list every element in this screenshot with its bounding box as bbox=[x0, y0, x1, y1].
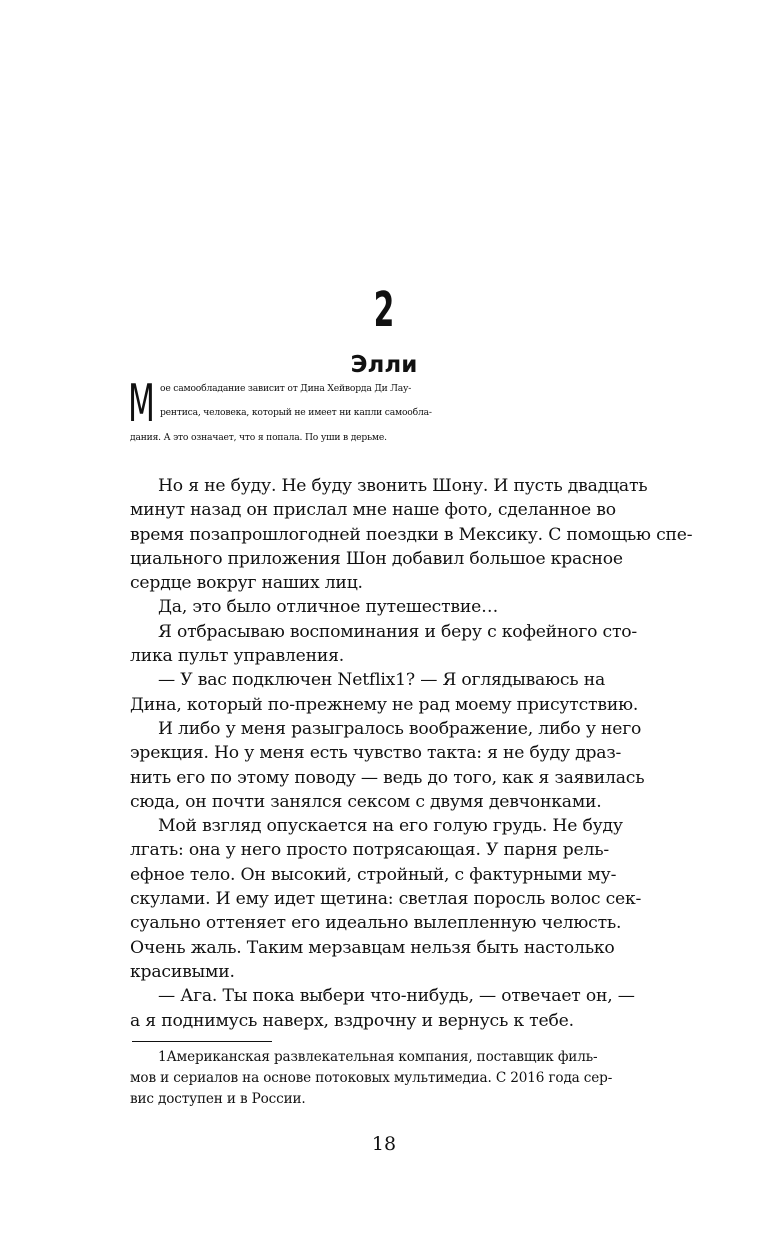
chapter-number: 2 bbox=[373, 282, 395, 338]
text-line: Мой взгляд опускается на его голую грудь. Не буду bbox=[158, 816, 623, 837]
footnote bbox=[130, 1047, 692, 1110]
chapter-title: Элли bbox=[350, 352, 418, 378]
footnote-line: 1Американская развлекательная компания, поставщик филь- bbox=[158, 1049, 598, 1065]
text-line: рентиса, человека, который не имеет ни капли самообла- bbox=[160, 407, 432, 419]
footnote-divider bbox=[132, 1041, 272, 1042]
text-line: лгать: она у него просто потрясающая. У парня рель- bbox=[130, 840, 609, 861]
text-line: — У вас подключен Netflix1? — Я оглядываюсь на bbox=[158, 670, 605, 691]
text-line: время позапрошлогодней поездки в Мексику. С помощью спе- bbox=[130, 524, 693, 545]
text-line: И либо у меня разыгралось воображение, либо у него bbox=[158, 718, 642, 739]
text-line: сердце вокруг наших лиц. bbox=[130, 573, 363, 594]
first-paragraph bbox=[128, 374, 692, 474]
page-number: 18 bbox=[371, 1133, 397, 1155]
text-line: дания. А это означает, что я попала. По уши в дерьме. bbox=[130, 431, 387, 443]
body-text bbox=[128, 374, 693, 1033]
text-line: Очень жаль. Таким мерзавцам нельзя быть настолько bbox=[130, 937, 615, 958]
text-line: ое самообладание зависит от Дина Хейворда Ди Лау- bbox=[160, 383, 412, 394]
text-line: Я отбрасываю воспоминания и беру с кофейного сто- bbox=[158, 621, 638, 642]
text-line: суально оттеняет его идеально вылепленную челюсть. bbox=[130, 913, 622, 934]
drop-cap: М bbox=[128, 374, 155, 434]
text-line: Дина, который по-прежнему не рад моему присутствию. bbox=[130, 694, 639, 715]
text-line: скулами. И ему идет щетина: светлая поросль волос сек- bbox=[130, 889, 642, 910]
footnote-line: мов и сериалов на основе потоковых мультимедиа. С 2016 года сер- bbox=[130, 1070, 613, 1086]
footnote-line: вис доступен и в России. bbox=[130, 1091, 306, 1107]
text-line: — Ага. Ты пока выбери что-нибудь, — отвечает он, — bbox=[158, 986, 635, 1007]
text-line: минут назад он прислал мне наше фото, сделанное во bbox=[130, 500, 616, 521]
text-line: сюда, он почти занялся сексом с двумя девчонками. bbox=[130, 791, 602, 812]
text-line: лика пульт управления. bbox=[130, 646, 345, 667]
text-line: Да, это было отличное путешествие… bbox=[158, 597, 499, 618]
text-line: нить его по этому поводу — ведь до того, как я заявилась bbox=[130, 767, 645, 788]
text-line: эрекция. Но у меня есть чувство такта: я не буду драз- bbox=[130, 743, 622, 764]
text-line: циального приложения Шон добавил большое красное bbox=[130, 548, 623, 569]
text-line: Но я не буду. Не буду звонить Шону. И пусть двадцать bbox=[158, 476, 648, 496]
text-line: а я поднимусь наверх, вздрочну и вернусь к тебе. bbox=[130, 1010, 574, 1031]
text-line: красивыми. bbox=[130, 961, 235, 982]
text-line: ефное тело. Он высокий, стройный, с фактурными му- bbox=[130, 864, 617, 885]
